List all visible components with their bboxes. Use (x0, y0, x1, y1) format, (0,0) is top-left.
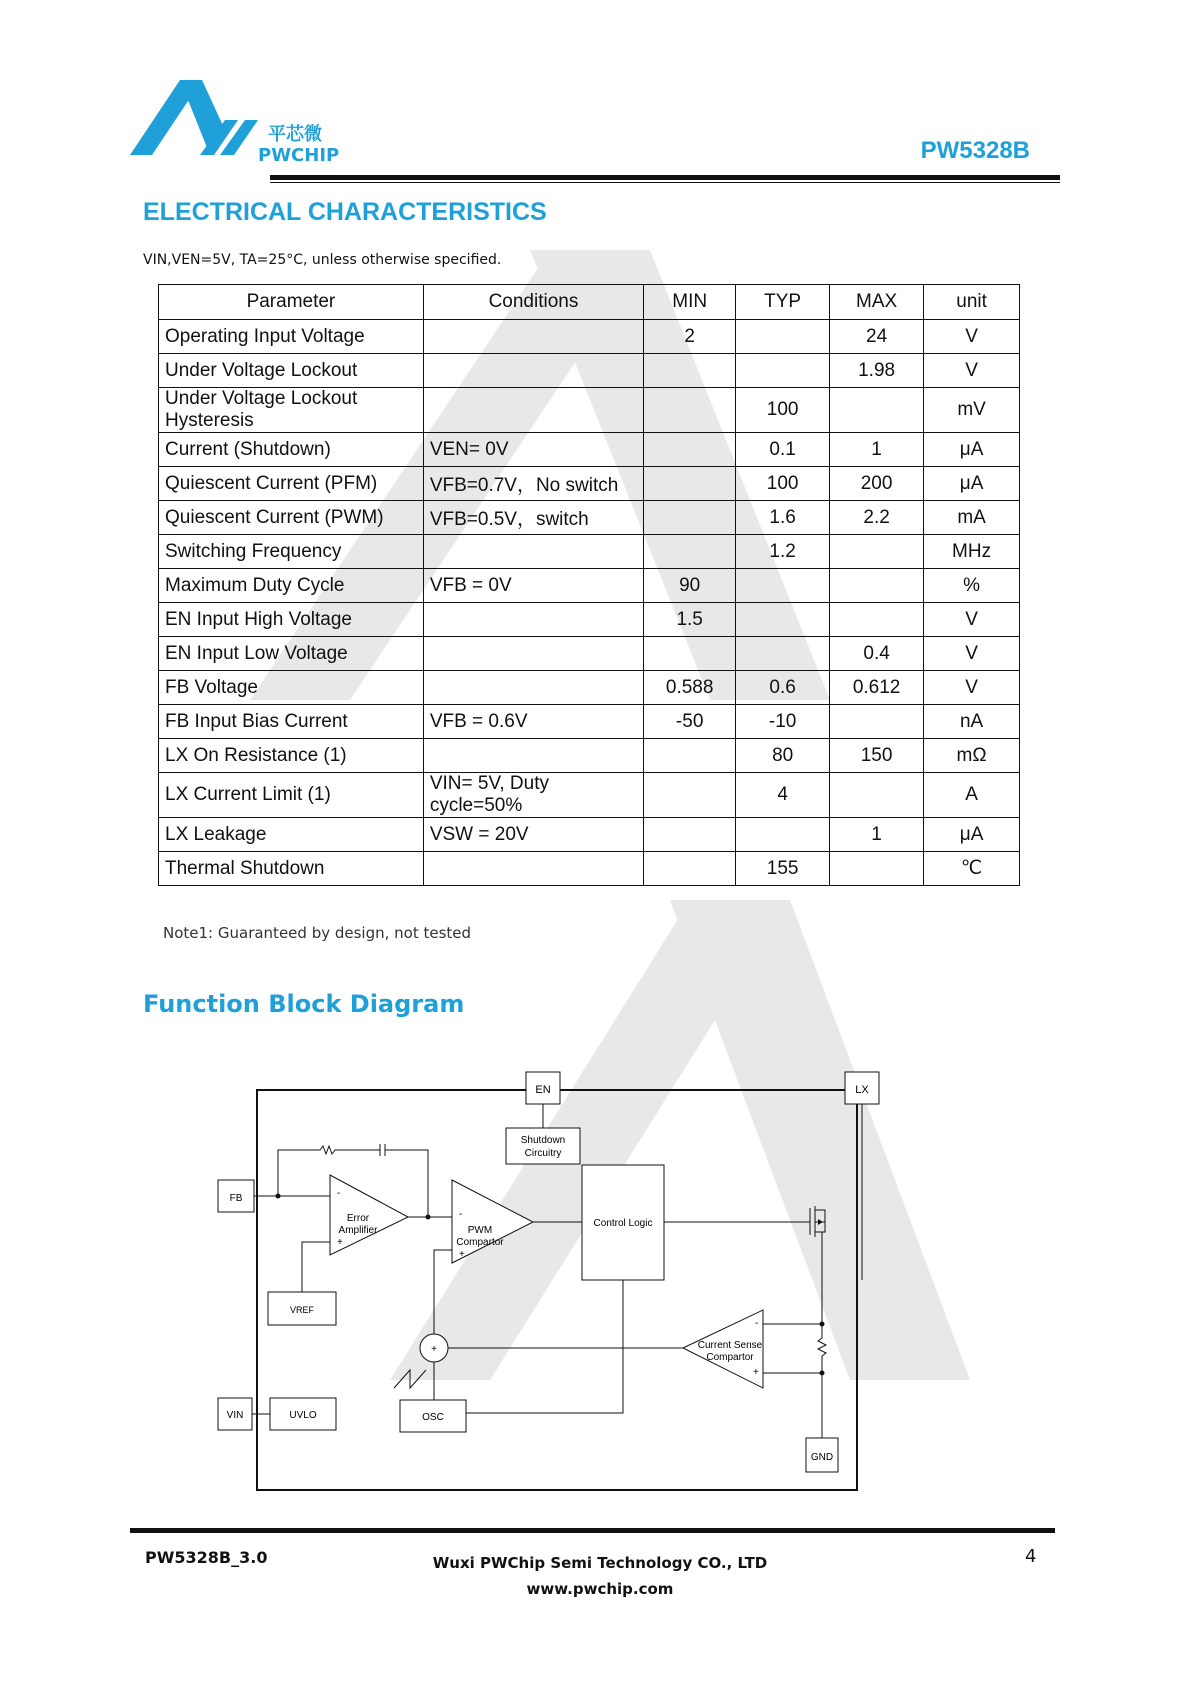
table-cell (736, 818, 830, 852)
function-block-diagram (226, 1070, 930, 1510)
footer-company (420, 1550, 780, 1602)
table-note: Note1: Guaranteed by design, not tested (163, 924, 472, 942)
table-row (159, 818, 1020, 852)
table-cell: VFB=0.7V，No switch (423, 467, 643, 501)
table-cell (644, 818, 736, 852)
table-header-cell: TYP (736, 285, 830, 320)
table-row (159, 569, 1020, 603)
pwm-minus: - (459, 1209, 463, 1220)
table-cell: 155 (736, 852, 830, 886)
table-cell (644, 354, 736, 388)
table-cell (644, 535, 736, 569)
table-cell (736, 320, 830, 354)
table-cell: Switching Frequency (159, 535, 424, 569)
part-number: PW5328B (920, 137, 1030, 164)
page-number: 4 (1025, 1546, 1037, 1567)
table-cell: 0.6 (736, 671, 830, 705)
table-cell (423, 354, 643, 388)
error-minus: - (337, 1188, 341, 1199)
table-cell: ℃ (924, 852, 1020, 886)
cs-label-2: Compartor (706, 1352, 754, 1363)
table-cell: % (924, 569, 1020, 603)
table-cell: VFB = 0V (423, 569, 643, 603)
table-cell (830, 705, 924, 739)
table-cell: V (924, 671, 1020, 705)
sense-resistor (818, 1232, 826, 1438)
table-row (159, 852, 1020, 886)
pwm-plus: + (459, 1249, 465, 1260)
table-row (159, 467, 1020, 501)
table-cell (644, 637, 736, 671)
table-cell: LX Current Limit (1) (159, 773, 424, 818)
table-cell: EN Input High Voltage (159, 603, 424, 637)
table-cell: 1.5 (644, 603, 736, 637)
table-cell: VFB=0.5V，switch (423, 501, 643, 535)
table-cell: EN Input Low Voltage (159, 637, 424, 671)
table-cell (423, 739, 643, 773)
table-cell: Maximum Duty Cycle (159, 569, 424, 603)
table-cell (423, 671, 643, 705)
uvlo-label: UVLO (289, 1410, 317, 1421)
table-cell (736, 569, 830, 603)
table-cell: μA (924, 818, 1020, 852)
table-cell: VSW = 20V (423, 818, 643, 852)
table-cell: VFB = 0.6V (423, 705, 643, 739)
table-cell: mA (924, 501, 1020, 535)
gnd-label: GND (810, 1452, 834, 1463)
cs-minus: - (755, 1318, 759, 1329)
vref-label: VREF (289, 1305, 315, 1315)
table-cell (423, 603, 643, 637)
section-title-electrical: ELECTRICAL CHARACTERISTICS (143, 198, 547, 226)
table-cell: Current (Shutdown) (159, 433, 424, 467)
table-cell (644, 433, 736, 467)
table-cell: 2.2 (830, 501, 924, 535)
pwchip-logo (130, 80, 260, 170)
table-cell (423, 852, 643, 886)
table-cell (644, 739, 736, 773)
table-cell: 1.98 (830, 354, 924, 388)
cs-label-1: Current Sense (697, 1340, 763, 1351)
table-cell: μA (924, 433, 1020, 467)
power-mosfet (810, 1206, 825, 1237)
table-cell (423, 388, 643, 433)
table-row (159, 501, 1020, 535)
cs-plus: + (753, 1367, 759, 1378)
table-row (159, 637, 1020, 671)
table-cell: VEN= 0V (423, 433, 643, 467)
en-label: EN (535, 1084, 551, 1096)
table-header-cell: MAX (830, 285, 924, 320)
table-cell: FB Input Bias Current (159, 705, 424, 739)
table-cell: μA (924, 467, 1020, 501)
table-cell: FB Voltage (159, 671, 424, 705)
table-cell: A (924, 773, 1020, 818)
header-rule-thin (270, 182, 1060, 183)
table-cell (423, 637, 643, 671)
table-row (159, 773, 1020, 818)
table-cell (423, 320, 643, 354)
table-cell: 4 (736, 773, 830, 818)
footer-rule (130, 1528, 1055, 1533)
table-cell (423, 535, 643, 569)
page-header (130, 80, 1060, 180)
error-plus: + (337, 1237, 343, 1248)
table-cell: 0.588 (644, 671, 736, 705)
lx-label: LX (855, 1084, 869, 1096)
table-cell: 0.4 (830, 637, 924, 671)
table-cell: nA (924, 705, 1020, 739)
table-row (159, 535, 1020, 569)
osc-label: OSC (422, 1412, 444, 1423)
table-row (159, 705, 1020, 739)
table-cell: V (924, 354, 1020, 388)
table-cell: 80 (736, 739, 830, 773)
brand-name-cn: 平芯微 (268, 124, 322, 145)
table-cell: V (924, 603, 1020, 637)
shutdown-label-1: Shutdown (520, 1135, 566, 1146)
table-row (159, 603, 1020, 637)
table-cell: -10 (736, 705, 830, 739)
error-label-1: Error (346, 1213, 370, 1224)
table-cell (644, 501, 736, 535)
electrical-characteristics-table (158, 284, 1020, 886)
table-cell (644, 852, 736, 886)
table-cell (644, 773, 736, 818)
table-cell: MHz (924, 535, 1020, 569)
test-conditions: VIN,VEN=5V, TA=25°C, unless otherwise specified. (143, 252, 502, 268)
table-cell: Quiescent Current (PFM) (159, 467, 424, 501)
table-cell: 24 (830, 320, 924, 354)
table-cell: 100 (736, 467, 830, 501)
table-cell: Under Voltage Lockout Hysteresis (159, 388, 424, 433)
shutdown-label-2: Circuitry (524, 1148, 562, 1159)
table-cell (644, 467, 736, 501)
table-row (159, 388, 1020, 433)
table-row (159, 433, 1020, 467)
company-name: Wuxi PWChip Semi Technology CO., LTD (432, 1554, 768, 1572)
table-cell (830, 773, 924, 818)
table-cell: 0.612 (830, 671, 924, 705)
table-cell (830, 388, 924, 433)
table-cell: V (924, 320, 1020, 354)
table-cell: mV (924, 388, 1020, 433)
table-cell: LX Leakage (159, 818, 424, 852)
section-title-block-diagram: Function Block Diagram (143, 990, 465, 1018)
table-cell: 90 (644, 569, 736, 603)
table-cell: V (924, 637, 1020, 671)
table-cell (736, 603, 830, 637)
pwm-label-1: PWM (467, 1225, 493, 1236)
control-logic-label: Control Logic (593, 1218, 653, 1229)
table-cell: LX On Resistance (1) (159, 739, 424, 773)
table-cell (830, 569, 924, 603)
table-cell (644, 388, 736, 433)
table-cell: 0.1 (736, 433, 830, 467)
table-cell: mΩ (924, 739, 1020, 773)
table-header-cell: Parameter (159, 285, 424, 320)
table-row (159, 671, 1020, 705)
table-cell (736, 354, 830, 388)
table-cell: -50 (644, 705, 736, 739)
pwm-label-2: Compartor (456, 1237, 504, 1248)
table-cell (830, 852, 924, 886)
table-row (159, 320, 1020, 354)
table-cell: 200 (830, 467, 924, 501)
header-rule (270, 175, 1060, 180)
table-cell: 1.6 (736, 501, 830, 535)
company-website: www.pwchip.com (526, 1580, 674, 1598)
table-cell: Operating Input Voltage (159, 320, 424, 354)
brand-name-en: PWCHIP (258, 145, 340, 166)
table-cell: 1 (830, 818, 924, 852)
table-cell (830, 535, 924, 569)
ramp-icon (394, 1370, 426, 1388)
fb-label: FB (229, 1193, 243, 1204)
table-cell: 1 (830, 433, 924, 467)
table-header-cell: unit (924, 285, 1020, 320)
vin-label: VIN (226, 1410, 244, 1421)
table-cell: 100 (736, 388, 830, 433)
table-cell: Thermal Shutdown (159, 852, 424, 886)
table-header-cell: MIN (644, 285, 736, 320)
table-cell: 150 (830, 739, 924, 773)
document-version: PW5328B_3.0 (145, 1548, 268, 1567)
table-cell: VIN= 5V, Duty cycle=50% (423, 773, 643, 818)
table-cell: 1.2 (736, 535, 830, 569)
error-label-2: Amplifier (338, 1225, 378, 1236)
table-cell: Under Voltage Lockout (159, 354, 424, 388)
table-header-cell: Conditions (423, 285, 643, 320)
table-cell: 2 (644, 320, 736, 354)
table-cell: Quiescent Current (PWM) (159, 501, 424, 535)
table-row (159, 739, 1020, 773)
table-cell (736, 637, 830, 671)
summing-plus: + (431, 1344, 437, 1355)
table-cell (830, 603, 924, 637)
table-row (159, 354, 1020, 388)
